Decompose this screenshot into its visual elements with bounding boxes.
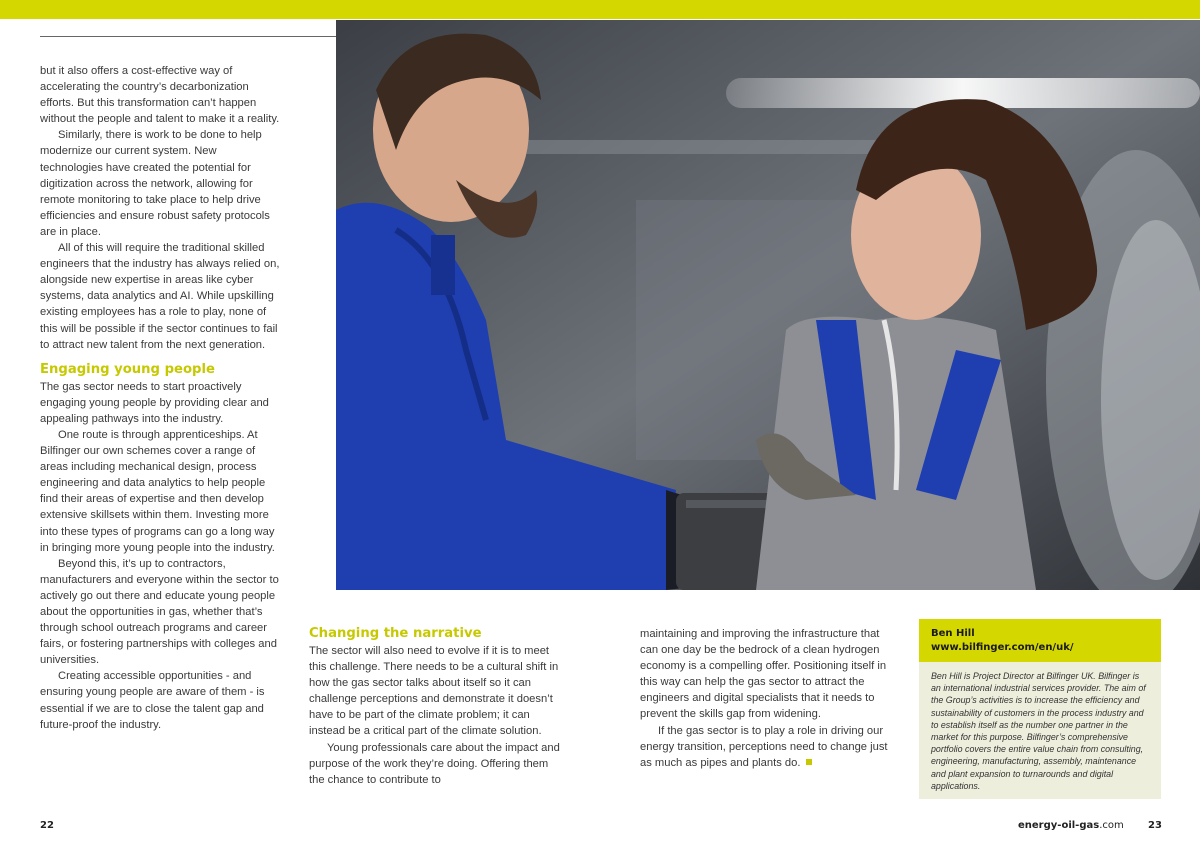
paragraph: Young professionals care about the impact and purpose of the work they’re doing. Offering them the chance to contribute to <box>309 741 560 786</box>
photo-illustration <box>336 20 1200 590</box>
top-accent-bar <box>0 0 1200 19</box>
paragraph-final <box>640 723 890 771</box>
author-box-header <box>919 619 1161 662</box>
column-right <box>640 626 890 771</box>
paragraph: Similarly, there is work to be done to help modernize our current system. New technologies have created the potential for digitization across the network, allowing for remote monitoring to take place to help drive efficiencies and ensure robust safety protocols are in place. <box>40 129 270 238</box>
column-left <box>40 63 280 733</box>
paragraph: Creating accessible opportunities - and ensuring young people are aware of them - is essential if we are to close the talent gap and future-proof the industry. <box>40 670 265 731</box>
paragraph: The sector will also need to evolve if it is to meet this challenge. There needs to be a cultural shift in how the gas sector talks about itself so it can challenge perceptions and demonstrate it doesn’t have to be part of the climate problem; it can instead be a critical part of the climate solution. <box>309 645 559 738</box>
author-bio: Ben Hill is Project Director at Bilfinger UK. Bilfinger is an international industrial services provider. The aim of the Group’s activities is to increase the efficiency and sustainability of customers in the process industry and to establish itself as the number one partner in the market for this purpose. Bilfinger’s comprehensive portfolio covers the entire value chain from consulting, engineering, manufacturing, assembly, maintenance and plant expansion to turnarounds and digital applications. <box>931 671 1146 791</box>
page-number-left: 22 <box>40 820 54 831</box>
author-name: Ben Hill <box>931 628 975 639</box>
article-photo <box>336 20 1200 590</box>
footer-site-link[interactable] <box>1018 820 1124 831</box>
paragraph: All of this will require the traditional skilled engineers that the industry has always relied on, alongside new expertise in areas like cyber systems, data analytics and AI. While upskilling existing employees has a role to play, none of this will be possible if the sector continues to fail to attract new talent from the next generation. <box>40 242 280 351</box>
header-rule-left <box>40 36 336 37</box>
footer-site-name: energy-oil-gas <box>1018 820 1100 831</box>
paragraph-final-text: If the gas sector is to play a role in driving our energy transition, perceptions need to change just as much as pipes and plants do. <box>640 724 888 769</box>
paragraph: One route is through apprenticeships. At Bilfinger our own schemes cover a range of areas including mechanical design, process engineering and data analytics to help people find their areas of expertise and then develop extensive skillsets within them. Investing more into these types of programs can go a long way in bringing more young people into the industry. <box>40 428 275 554</box>
paragraph: maintaining and improving the infrastructure that can one day be the bedrock of a clean hydrogen economy is a compelling offer. Positioning itself in this way can help the gas sector to attract the engineers and digital specialists that it needs to prevent the skills gap from widening. <box>640 628 887 721</box>
footer-site-suffix: .com <box>1099 820 1124 831</box>
paragraph: but it also offers a cost-effective way of accelerating the country’s decarbonization efforts. But this transformation can’t happen without the people and talent to make it a reality. <box>40 65 280 126</box>
section-heading-changing-the-narrative: Changing the narrative <box>309 626 482 641</box>
paragraph: The gas sector needs to start proactively engaging young people by providing clear and appealing pathways into the industry. <box>40 380 269 425</box>
author-box <box>919 619 1161 799</box>
author-url-link[interactable]: www.bilfinger.com/en/uk/ <box>931 642 1074 653</box>
paragraph: Beyond this, it’s up to contractors, manufacturers and everyone within the sector to actively go out there and educate young people about the opportunities in gas, whether that’s through school outreach programs and career fairs, or fostering partnerships with colleges and universities. <box>40 557 279 667</box>
page-number-right: 23 <box>1148 820 1162 831</box>
end-mark-icon <box>806 759 812 765</box>
column-middle <box>309 626 564 788</box>
section-heading-engaging-young-people: Engaging young people <box>40 361 215 377</box>
